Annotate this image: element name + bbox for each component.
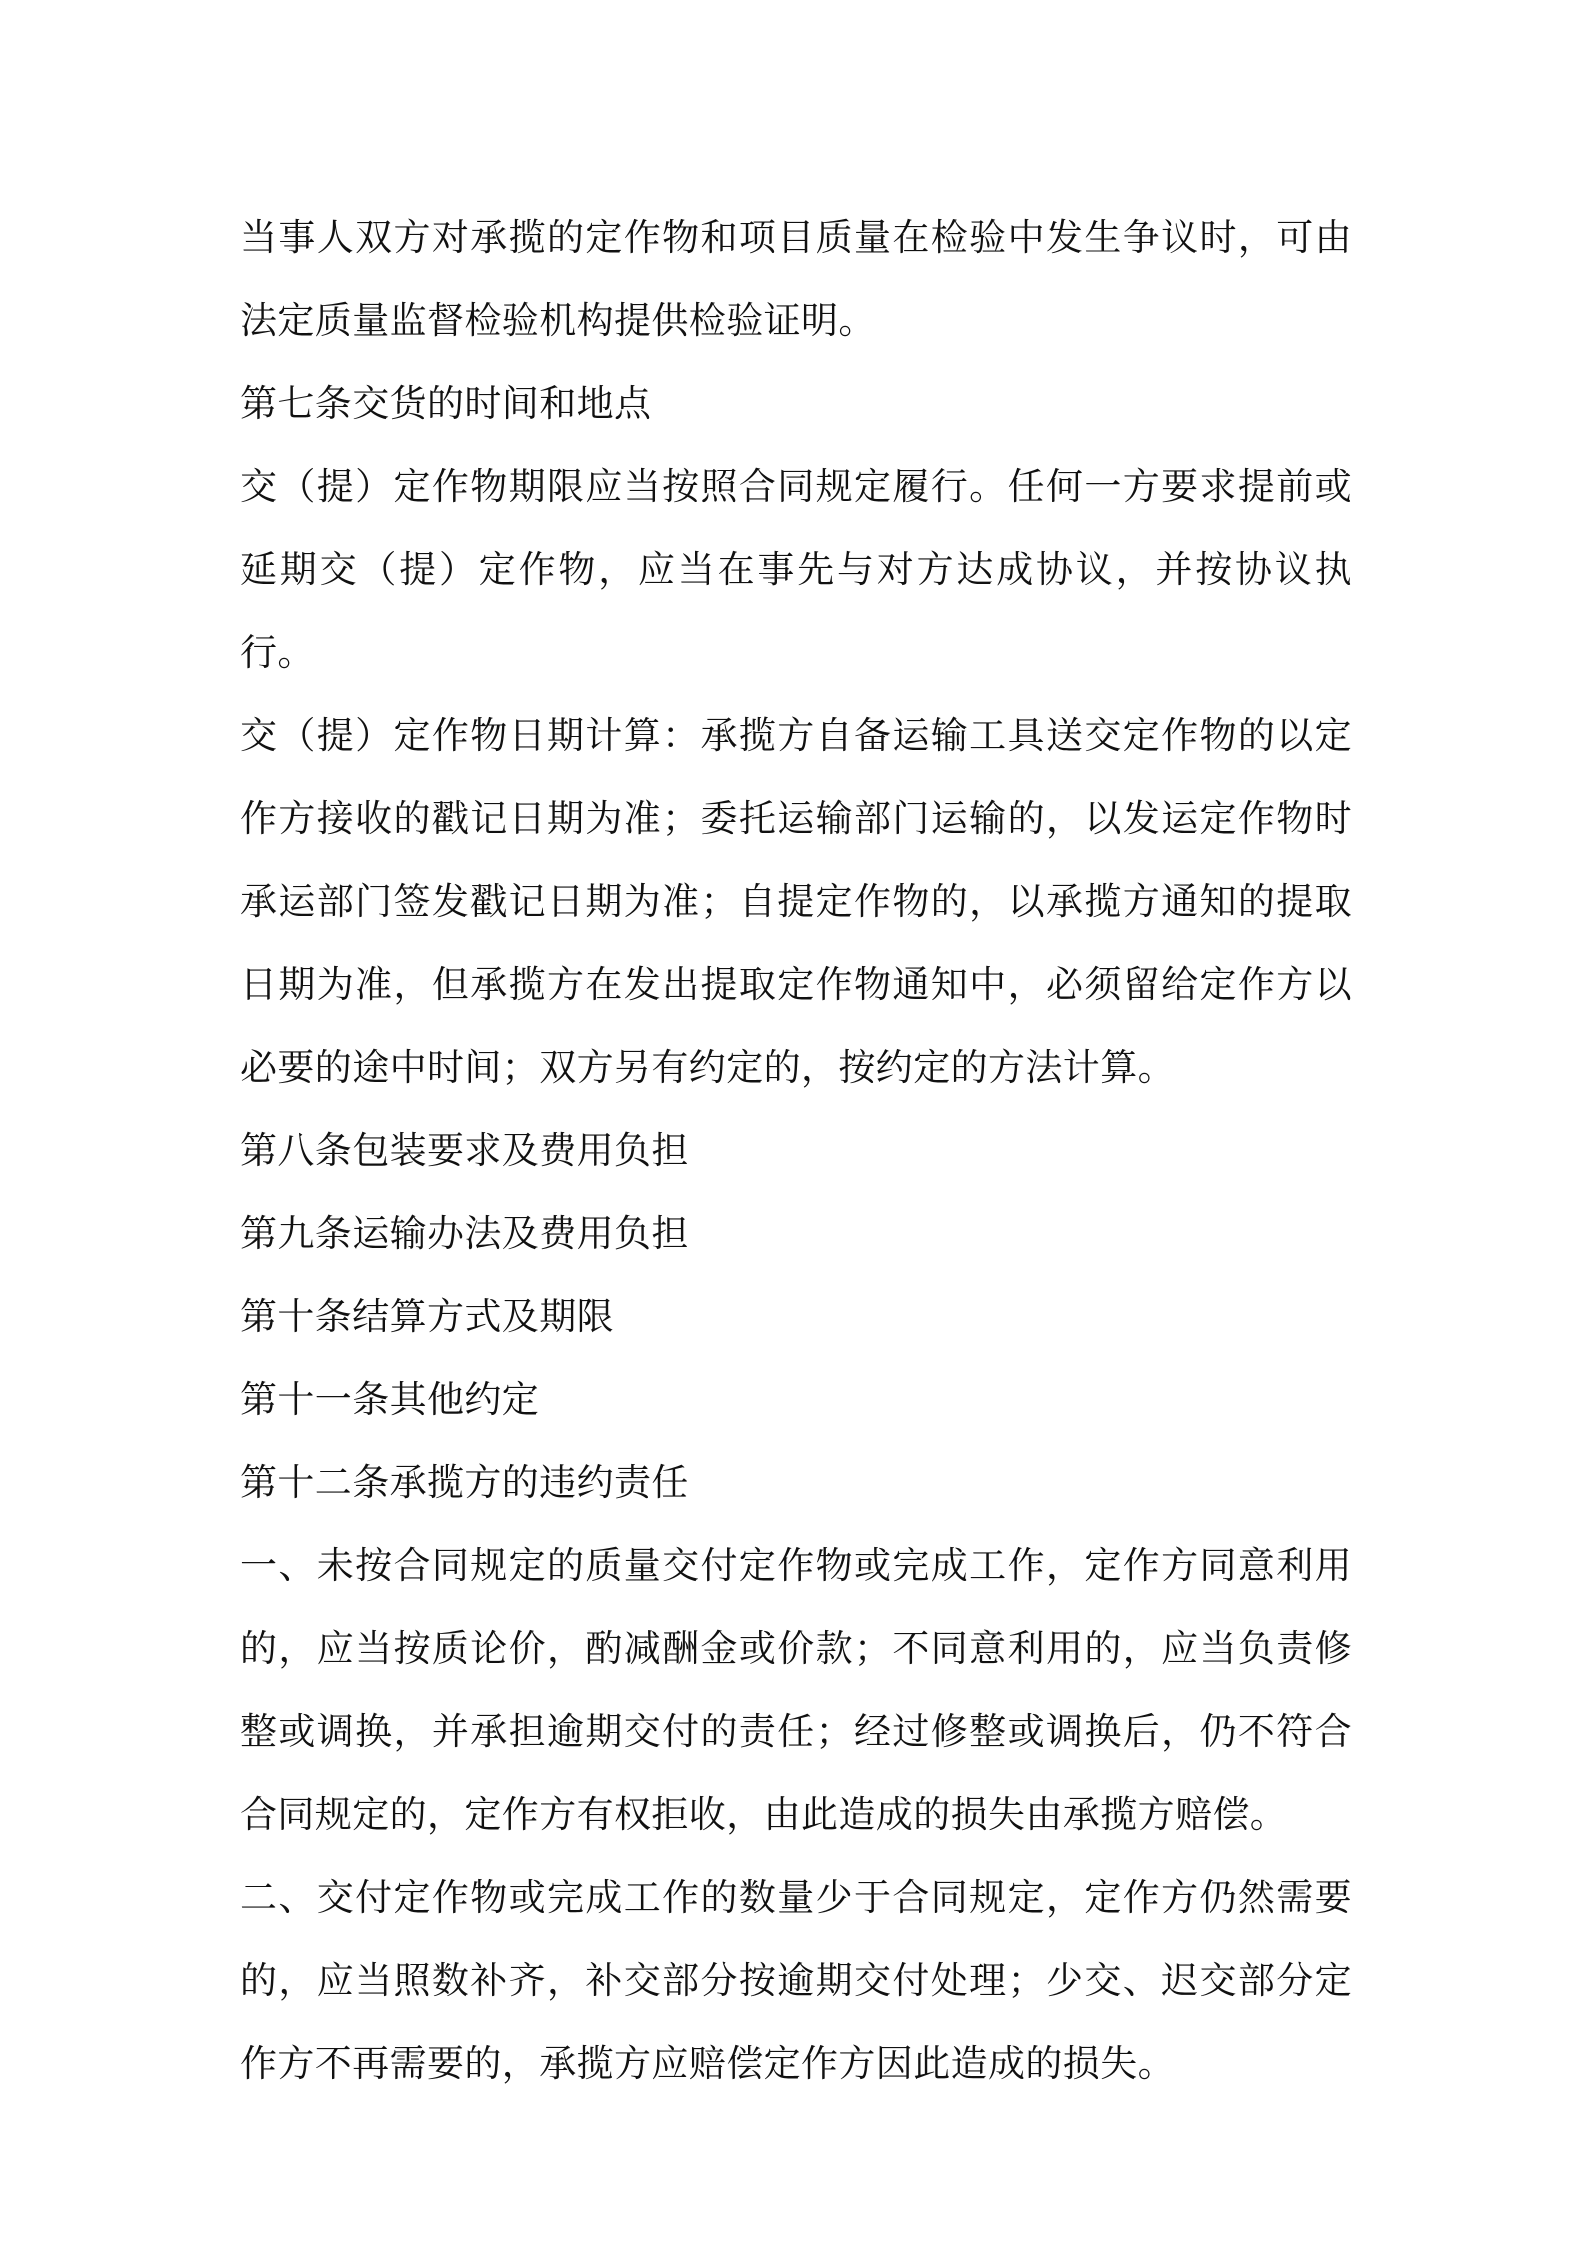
heading-article-11: 第十一条其他约定 [240,1378,540,1421]
paragraph-liability-quantity: 二、交付定作物或完成工作的数量少于合同规定，定作方仍然需要的，应当照数补齐，补交部分按逾期交付处理；少交、迟交部分定作方不再需要的，承揽方应赔偿定作方因此造成的损失。 [240,1876,1352,2085]
heading-article-8: 第八条包装要求及费用负担 [240,1129,689,1172]
paragraph-quality-dispute: 当事人双方对承揽的定作物和项目质量在检验中发生争议时，可由法定质量监督检验机构提供检验证明。 [240,216,1352,342]
paragraph-delivery-date-calculation: 交（提）定作物日期计算：承揽方自备运输工具送交定作物的以定作方接收的戳记日期为准；委托运输部门运输的，以发运定作物时承运部门签发戳记日期为准；自提定作物的，以承揽方通知的提取日期为准，但承揽方在发出提取定作物通知中，必须留给定作方以必要的途中时间；双方另有约定的，按约定的方法计算。 [240,714,1352,1089]
document-body [240,196,1352,2105]
heading-article-12: 第十二条承揽方的违约责任 [240,1461,689,1504]
heading-article-7: 第七条交货的时间和地点 [240,382,652,425]
paragraph-liability-quality: 一、未按合同规定的质量交付定作物或完成工作，定作方同意利用的，应当按质论价，酌减酬金或价款；不同意利用的，应当负责修整或调换，并承担逾期交付的责任；经过修整或调换后，仍不符合合同规定的，定作方有权拒收，由此造成的损失由承揽方赔偿。 [240,1544,1352,1836]
paragraph-delivery-deadline: 交（提）定作物期限应当按照合同规定履行。任何一方要求提前或延期交（提）定作物，应当在事先与对方达成协议，并按协议执行。 [240,465,1352,674]
heading-article-10: 第十条结算方式及期限 [240,1295,614,1338]
heading-article-9: 第九条运输办法及费用负担 [240,1212,689,1255]
